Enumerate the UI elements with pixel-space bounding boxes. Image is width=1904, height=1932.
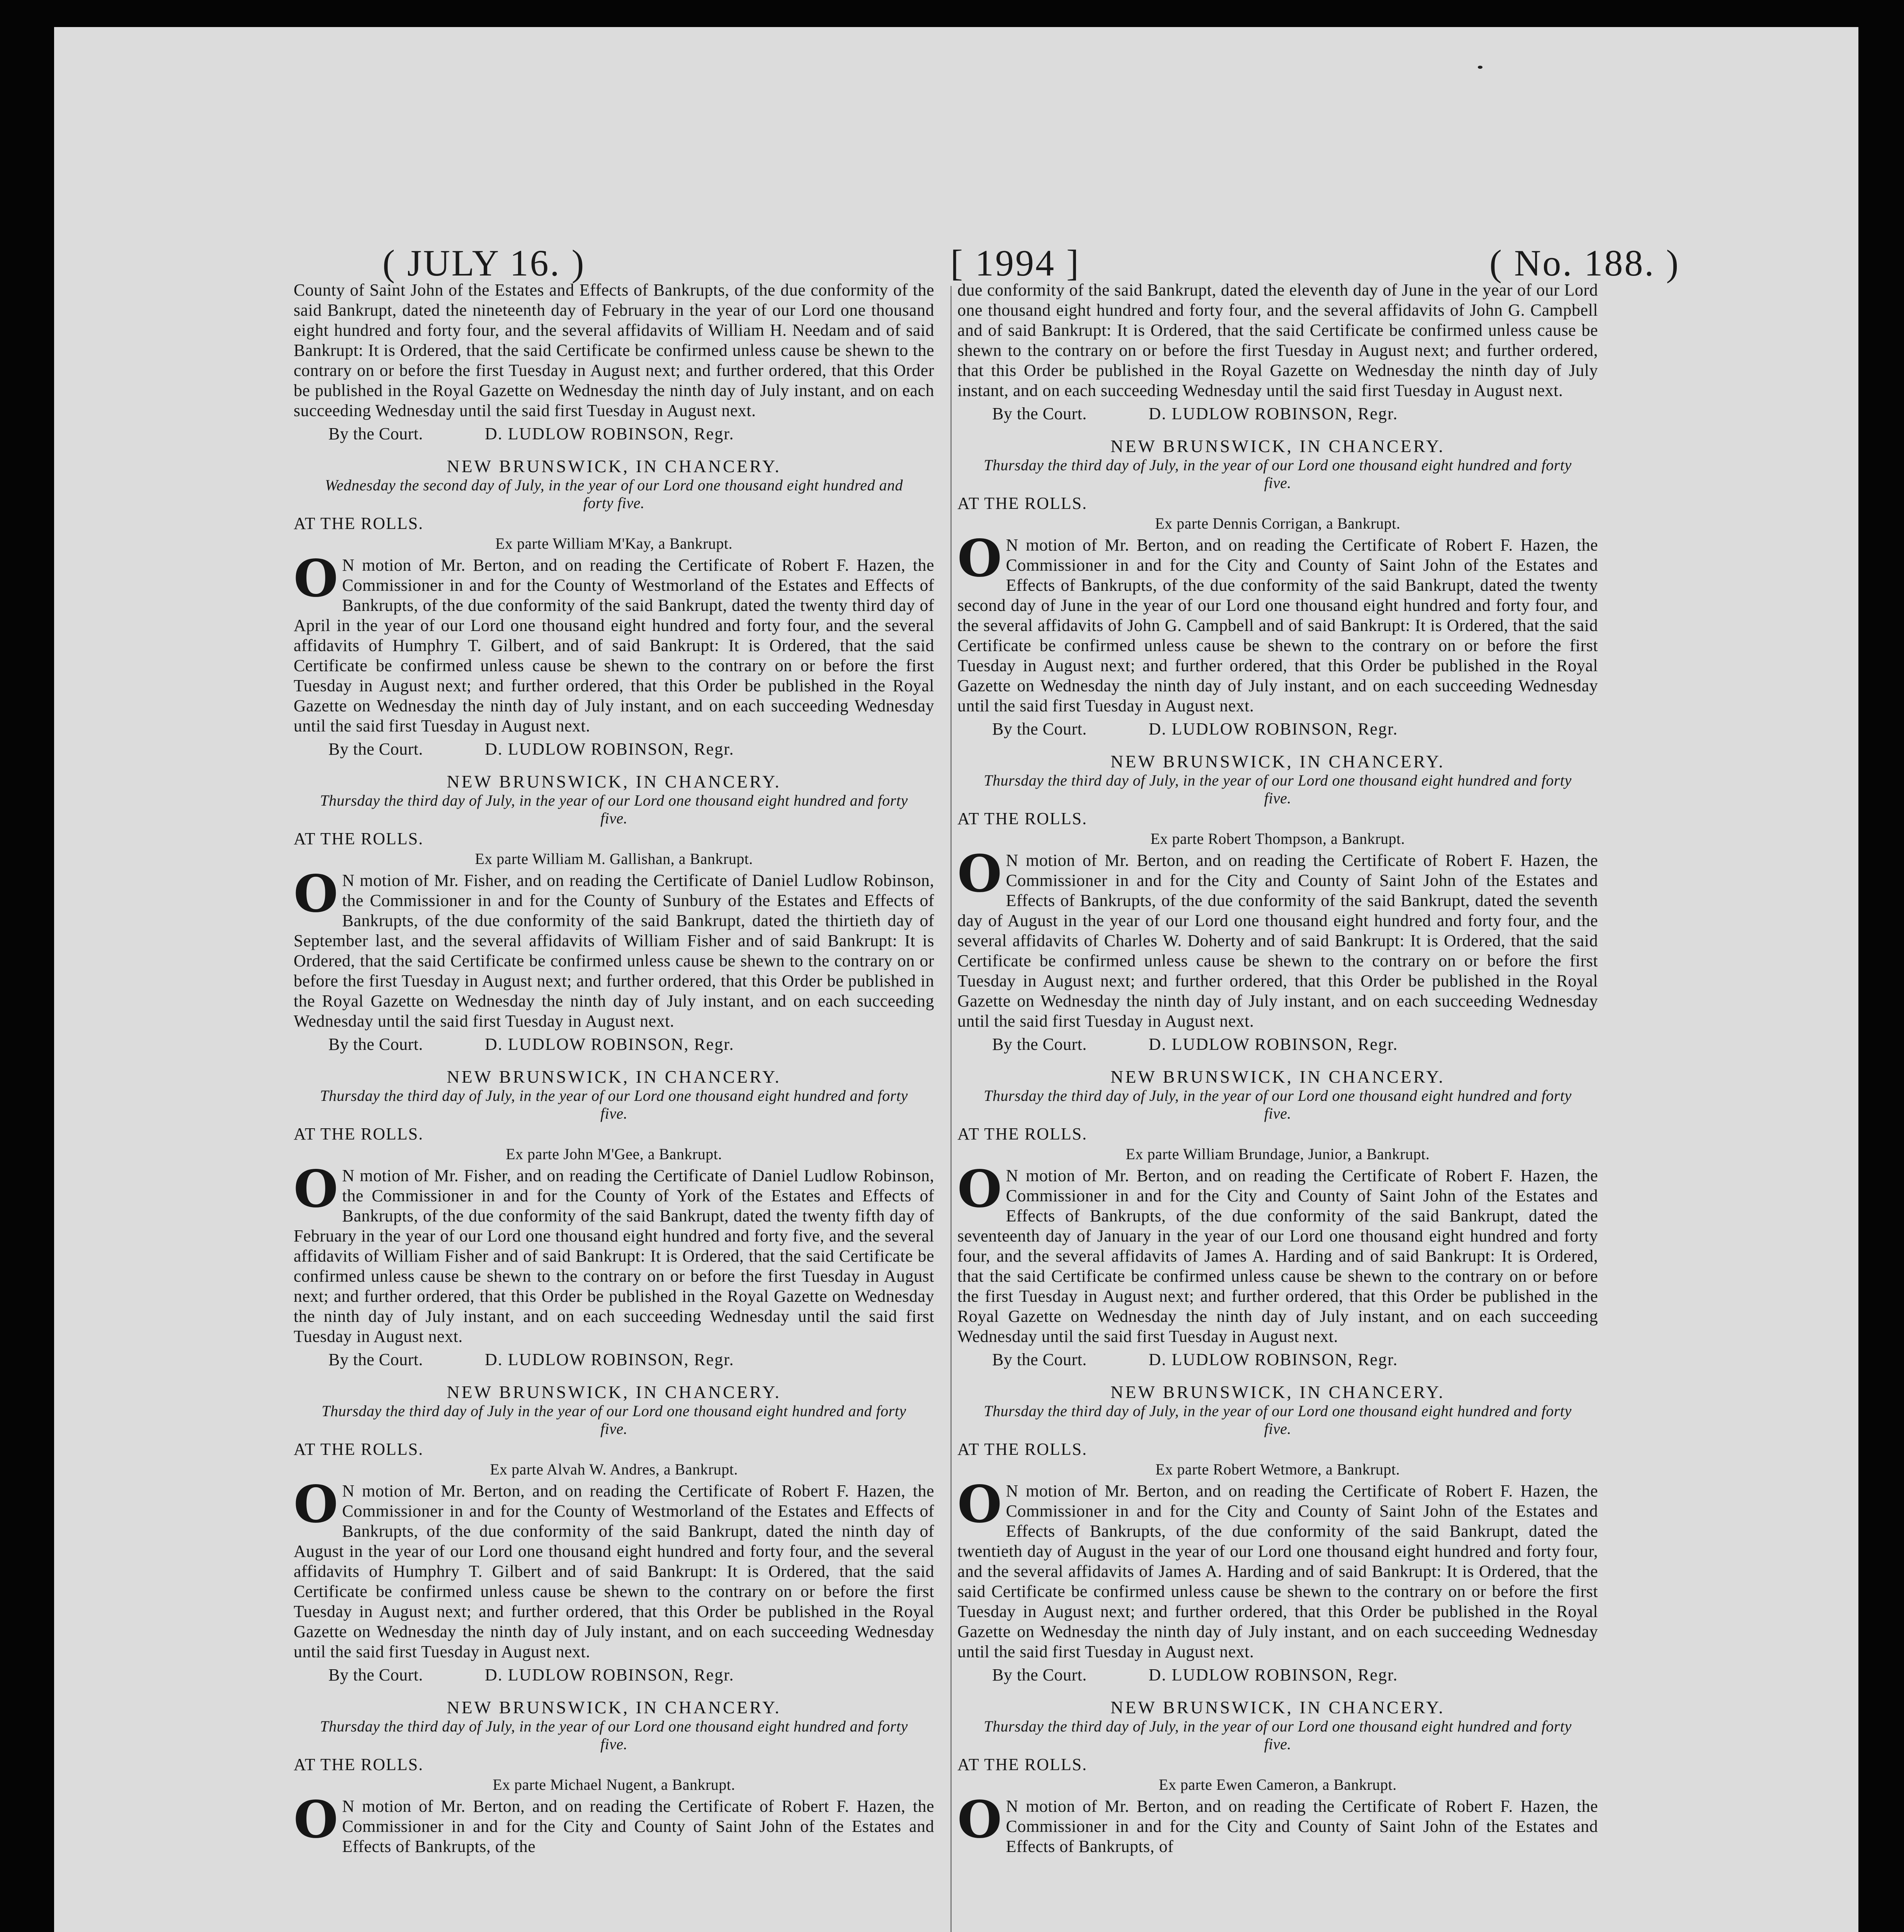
notice-heading: NEW BRUNSWICK, IN CHANCERY. bbox=[447, 772, 781, 791]
notice-body-text: N motion of Mr. Berton, and on reading the Certificate of Robert F. Hazen, the Commissioner in and for the County of Westmorland of the Estates and Effects of Bankrupts, of the due conformity of the said Bankrupt, dated the ninth day of August in the year of our Lord one thousand eight hundred and forty four, and the several affidavits of Humphry T. Gilbert and of said Bankrupt: It is Ordered, that the said Certificate be confirmed unless cause be shewn to the contrary on or before the first Tuesday in August next; and further ordered, that this Order be published in the Royal Gazette on Wednesday the ninth day of July instant, and on each succeeding Wednesday until the said first Tuesday in August next. bbox=[294, 1481, 934, 1661]
notice-body-text: N motion of Mr. Berton, and on reading the Certificate of Robert F. Hazen, the Commissioner in and for the City and County of Saint John of the Estates and Effects of Bankrupts, of the due conformity of the said Bankrupt, dated the twenty second day of June in the year of our Lord one thousand eight hundred and forty four, and the several affidavits of John G. Campbell and of said Bankrupt: It is Ordered, that the said Certificate be confirmed unless cause be shewn to the contrary on or before the first Tuesday in August next; and further ordered, that this Order be published in the Royal Gazette on Wednesday the ninth day of July instant, and on each succeeding Wednesday until the said first Tuesday in August next. bbox=[957, 536, 1598, 715]
left-column bbox=[294, 280, 934, 1932]
notice-heading: NEW BRUNSWICK, IN CHANCERY. bbox=[1110, 436, 1445, 456]
registrar-name: D. LUDLOW ROBINSON, Regr. bbox=[1148, 404, 1398, 423]
by-the-court: By the Court. bbox=[992, 404, 1087, 423]
notice-body-text: N motion of Mr. Berton, and on reading the Certificate of Robert F. Hazen, the Commissioner in and for the City and County of Saint John of the Estates and Effects of Bankrupts, of the due conformity of the said Bankrupt, dated the seventh day of August in the year of our Lord one thousand eight hundred and forty four, and the several affidavits of Charles W. Doherty and of said Bankrupt: It is Ordered, that the said Certificate be confirmed unless cause be shewn to the contrary on or before the first Tuesday in August next; and further ordered, that this Order be published in the Royal Gazette on Wednesday the ninth day of July instant, and on each succeeding Wednesday until the said first Tuesday in August next. bbox=[957, 851, 1598, 1031]
at-the-rolls: AT THE ROLLS. bbox=[294, 1755, 424, 1774]
drop-cap: O bbox=[294, 1159, 338, 1219]
notice bbox=[294, 1067, 934, 1370]
notice-date: Thursday the third day of July, in the year of our Lord one thousand eight hundred and forty five. bbox=[984, 1087, 1572, 1122]
notice bbox=[957, 1382, 1598, 1685]
notice-date: Thursday the third day of July, in the year of our Lord one thousand eight hundred and forty five. bbox=[984, 1718, 1572, 1753]
ex-parte: Ex parte Alvah W. Andres, a Bankrupt. bbox=[490, 1461, 738, 1478]
by-the-court: By the Court. bbox=[992, 1350, 1087, 1369]
drop-cap: O bbox=[957, 1159, 1002, 1219]
registrar-name: D. LUDLOW ROBINSON, Regr. bbox=[484, 1665, 734, 1684]
court-signature bbox=[957, 719, 1598, 739]
notice bbox=[957, 436, 1598, 739]
court-signature bbox=[957, 404, 1598, 424]
notice-body-text: N motion of Mr. Berton, and on reading the Certificate of Robert F. Hazen, the Commissioner in and for the City and County of Saint John of the Estates and Effects of Bankrupts, of bbox=[1006, 1797, 1598, 1856]
notice bbox=[294, 456, 934, 759]
at-the-rolls: AT THE ROLLS. bbox=[957, 1124, 1088, 1143]
registrar-name: D. LUDLOW ROBINSON, Regr. bbox=[484, 1035, 734, 1054]
by-the-court: By the Court. bbox=[992, 1035, 1087, 1054]
drop-cap: O bbox=[957, 1790, 1002, 1850]
notice bbox=[957, 752, 1598, 1054]
registrar-name: D. LUDLOW ROBINSON, Regr. bbox=[1148, 719, 1398, 738]
notice-body-text: N motion of Mr. Fisher, and on reading the Certificate of Daniel Ludlow Robinson, the Commissioner in and for the County of Sunbury of the Estates and Effects of Bankrupts, of the due conformity of the said Bankrupt, dated the thirtieth day of September last, and the several affidavits of William Fisher and of said Bankrupt: It is Ordered, that the said Certificate be confirmed unless cause be shewn to the contrary on or before the first Tuesday in August next; and further ordered, that this Order be published in the Royal Gazette on Wednesday the ninth day of July instant, and on each succeeding Wednesday until the said first Tuesday in August next. bbox=[294, 871, 934, 1031]
ex-parte: Ex parte Robert Wetmore, a Bankrupt. bbox=[1155, 1461, 1400, 1478]
notice-heading: NEW BRUNSWICK, IN CHANCERY. bbox=[447, 1067, 781, 1087]
at-the-rolls: AT THE ROLLS. bbox=[294, 514, 424, 533]
ex-parte: Ex parte Dennis Corrigan, a Bankrupt. bbox=[1155, 515, 1401, 532]
notice-heading: NEW BRUNSWICK, IN CHANCERY. bbox=[447, 1382, 781, 1402]
notice bbox=[957, 1067, 1598, 1370]
column-rule bbox=[950, 286, 952, 1932]
ex-parte: Ex parte Michael Nugent, a Bankrupt. bbox=[493, 1776, 735, 1793]
drop-cap: O bbox=[957, 529, 1002, 588]
at-the-rolls: AT THE ROLLS. bbox=[957, 1755, 1088, 1774]
notice-date: Thursday the third day of July, in the year of our Lord one thousand eight hundred and forty five. bbox=[320, 792, 908, 827]
notice-body bbox=[294, 549, 934, 736]
notice-body-text: N motion of Mr. Fisher, and on reading the Certificate of Daniel Ludlow Robinson, the Commissioner in and for the County of York of the Estates and Effects of Bankrupts, of the due conformity of the said Bankrupt, dated the twenty fifth day of February in the year of our Lord one thousand eight hundred and forty five, and the several affidavits of William Fisher and of said Bankrupt: It is Ordered, that the said Certificate be confirmed unless cause be shewn to the contrary on or before the first Tuesday in August next; and further ordered, that this Order be published in the Royal Gazette on Wednesday the ninth day of July instant, and on each succeeding Wednesday until the said first Tuesday in August next. bbox=[294, 1166, 934, 1346]
notice-date: Thursday the third day of July, in the year of our Lord one thousand eight hundred and forty five. bbox=[984, 456, 1572, 492]
notice-body bbox=[957, 1475, 1598, 1662]
notice-body-text: N motion of Mr. Berton, and on reading the Certificate of Robert F. Hazen, the Commissioner in and for the City and County of Saint John of the Estates and Effects of Bankrupts, of the due conformity of the said Bankrupt, dated the seventeenth day of January in the year of our Lord one thousand eight hundred and forty four, and the several affidavits of James A. Harding and of said Bankrupt: It is Ordered, that the said Certificate be confirmed unless cause be shewn to the contrary on or before the first Tuesday in August next; and further ordered, that this Order be published in the Royal Gazette on Wednesday the ninth day of July instant, and on each succeeding Wednesday until the said first Tuesday in August next. bbox=[957, 1166, 1598, 1346]
ex-parte: Ex parte William M. Gallishan, a Bankrupt. bbox=[475, 850, 753, 867]
at-the-rolls: AT THE ROLLS. bbox=[294, 1124, 424, 1143]
by-the-court: By the Court. bbox=[328, 1350, 423, 1369]
registrar-name: D. LUDLOW ROBINSON, Regr. bbox=[1148, 1350, 1398, 1369]
notice-body bbox=[957, 1159, 1598, 1347]
registrar-name: D. LUDLOW ROBINSON, Regr. bbox=[484, 424, 734, 443]
notice-body-text: N motion of Mr. Berton, and on reading the Certificate of Robert F. Hazen, the Commissioner in and for the City and County of Saint John of the Estates and Effects of Bankrupts, of the bbox=[342, 1797, 934, 1856]
notice-body bbox=[957, 1790, 1598, 1857]
court-signature bbox=[957, 1665, 1598, 1685]
notice-heading: NEW BRUNSWICK, IN CHANCERY. bbox=[1110, 1697, 1445, 1717]
notice-heading: NEW BRUNSWICK, IN CHANCERY. bbox=[447, 1697, 781, 1717]
registrar-name: D. LUDLOW ROBINSON, Regr. bbox=[484, 1350, 734, 1369]
at-the-rolls: AT THE ROLLS. bbox=[294, 829, 424, 848]
at-the-rolls: AT THE ROLLS. bbox=[294, 1440, 424, 1459]
drop-cap: O bbox=[294, 1475, 338, 1534]
registrar-name: D. LUDLOW ROBINSON, Regr. bbox=[1148, 1665, 1398, 1684]
notice bbox=[294, 1382, 934, 1685]
ex-parte: Ex parte William Brundage, Junior, a Bankrupt. bbox=[1125, 1145, 1430, 1163]
by-the-court: By the Court. bbox=[992, 719, 1087, 738]
notice-date: Thursday the third day of July, in the year of our Lord one thousand eight hundred and forty five. bbox=[984, 1402, 1572, 1437]
notice-body-text: N motion of Mr. Berton, and on reading the Certificate of Robert F. Hazen, the Commissioner in and for the City and County of Saint John of the Estates and Effects of Bankrupts, of the due conformity of the said Bankrupt, dated the twentieth day of August in the year of our Lord one thousand eight hundred and forty four, and the several affidavits of James A. Harding and of said Bankrupt: It is Ordered, that the said Certificate be confirmed unless cause be shewn to the contrary on or before the first Tuesday in August next; and further ordered, that this Order be published in the Royal Gazette on Wednesday the ninth day of July instant, and on each succeeding Wednesday until the said first Tuesday in August next. bbox=[957, 1481, 1598, 1661]
notice-body bbox=[294, 1790, 934, 1857]
page-number: [ 1994 ] bbox=[950, 242, 1080, 284]
notice-date: Thursday the third day of July in the year of our Lord one thousand eight hundred and forty five. bbox=[321, 1402, 906, 1437]
notice-body bbox=[957, 844, 1598, 1031]
court-signature bbox=[294, 1034, 934, 1054]
paper-speck bbox=[1478, 66, 1482, 69]
notice-date: Thursday the third day of July, in the year of our Lord one thousand eight hundred and forty five. bbox=[320, 1087, 908, 1122]
continued-notice: County of Saint John of the Estates and Effects of Bankrupts, of the due conformity of the said Bankrupt, dated the nineteenth day of February in the year of our Lord one thousand eight hundred and forty four, and the several affidavits of William H. Needam and of said Bankrupt: It is Ordered, that the said Certificate be confirmed unless cause be shewn to the contrary on or before the first Tuesday in August next; and further ordered, that this Order be published in the Royal Gazette on Wednesday the ninth day of July instant, and on each succeeding Wednesday until the said first Tuesday in August next. bbox=[294, 281, 934, 420]
notice-date: Thursday the third day of July, in the year of our Lord one thousand eight hundred and forty five. bbox=[984, 772, 1572, 807]
drop-cap: O bbox=[957, 1475, 1002, 1534]
notice bbox=[294, 772, 934, 1054]
notice-heading: NEW BRUNSWICK, IN CHANCERY. bbox=[1110, 752, 1445, 771]
drop-cap: O bbox=[294, 864, 338, 924]
notice bbox=[957, 1697, 1598, 1857]
ex-parte: Ex parte William M'Kay, a Bankrupt. bbox=[495, 535, 733, 552]
by-the-court: By the Court. bbox=[992, 1665, 1087, 1684]
notice-body bbox=[294, 1159, 934, 1347]
court-signature bbox=[294, 739, 934, 759]
issue-number: ( No. 188. ) bbox=[1489, 242, 1680, 284]
by-the-court: By the Court. bbox=[328, 1035, 423, 1054]
court-signature bbox=[957, 1350, 1598, 1370]
court-signature bbox=[957, 1034, 1598, 1054]
notice-body bbox=[294, 864, 934, 1031]
registrar-name: D. LUDLOW ROBINSON, Regr. bbox=[484, 740, 734, 759]
at-the-rolls: AT THE ROLLS. bbox=[957, 1440, 1088, 1459]
court-signature bbox=[294, 1665, 934, 1685]
drop-cap: O bbox=[294, 1790, 338, 1850]
at-the-rolls: AT THE ROLLS. bbox=[957, 494, 1088, 513]
ex-parte: Ex parte Robert Thompson, a Bankrupt. bbox=[1150, 830, 1405, 847]
court-signature bbox=[294, 1350, 934, 1370]
notice-heading: NEW BRUNSWICK, IN CHANCERY. bbox=[447, 456, 781, 476]
ex-parte: Ex parte Ewen Cameron, a Bankrupt. bbox=[1159, 1776, 1397, 1793]
registrar-name: D. LUDLOW ROBINSON, Regr. bbox=[1148, 1035, 1398, 1054]
notice-body bbox=[957, 529, 1598, 716]
issue-date: ( JULY 16. ) bbox=[382, 242, 586, 284]
notice-body bbox=[294, 1475, 934, 1662]
by-the-court: By the Court. bbox=[328, 1665, 423, 1684]
court-signature bbox=[294, 424, 934, 444]
notice-heading: NEW BRUNSWICK, IN CHANCERY. bbox=[1110, 1067, 1445, 1087]
by-the-court: By the Court. bbox=[328, 740, 423, 759]
right-column bbox=[957, 280, 1598, 1932]
notice-heading: NEW BRUNSWICK, IN CHANCERY. bbox=[1110, 1382, 1445, 1402]
notice-body-text: N motion of Mr. Berton, and on reading the Certificate of Robert F. Hazen, the Commissioner in and for the County of Westmorland of the Estates and Effects of Bankrupts, of the due conformity of the said Bankrupt, dated the twenty third day of April in the year of our Lord one thousand eight hundred and forty four, and the several affidavits of Humphry T. Gilbert, and of said Bankrupt: It is Ordered, that the said Certificate be confirmed unless cause be shewn to the contrary on or before the first Tuesday in August next; and further ordered, that this Order be published in the Royal Gazette on Wednesday the ninth day of July instant, and on each succeeding Wednesday until the said first Tuesday in August next. bbox=[294, 556, 934, 735]
ex-parte: Ex parte John M'Gee, a Bankrupt. bbox=[506, 1145, 722, 1163]
notice-date: Thursday the third day of July, in the year of our Lord one thousand eight hundred and forty five. bbox=[320, 1718, 908, 1753]
at-the-rolls: AT THE ROLLS. bbox=[957, 809, 1088, 828]
continued-notice: due conformity of the said Bankrupt, dated the eleventh day of June in the year of our Lord one thousand eight hundred and forty four, and the several affidavits of John G. Campbell and of said Bankrupt: It is Ordered, that the said Certificate be confirmed unless cause be shewn to the contrary on or before the first Tuesday in August next; and further ordered, that this Order be published in the Royal Gazette on Wednesday the ninth day of July instant, and on each succeeding Wednesday until the said first Tuesday in August next. bbox=[957, 281, 1598, 400]
notice bbox=[294, 1697, 934, 1857]
notice-date: Wednesday the second day of July, in the year of our Lord one thousand eight hundred and forty five. bbox=[325, 476, 903, 512]
drop-cap: O bbox=[957, 844, 1002, 904]
drop-cap: O bbox=[294, 549, 338, 609]
by-the-court: By the Court. bbox=[328, 424, 423, 443]
